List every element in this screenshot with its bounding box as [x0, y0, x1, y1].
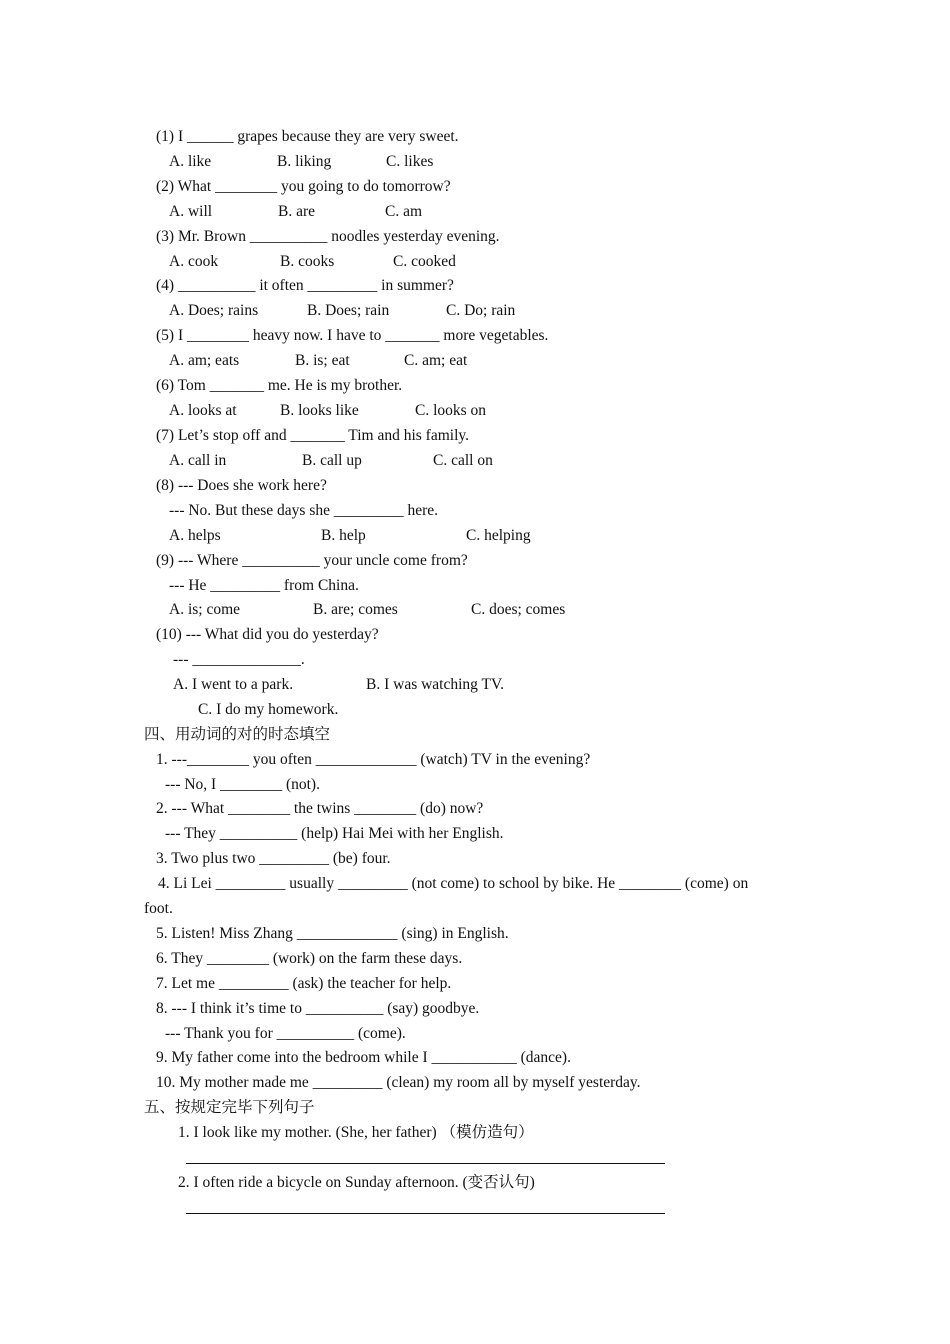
fill-line: 3. Two plus two _________ (be) four. [156, 850, 391, 867]
question-stem: (9) --- Where __________ your uncle come from? [156, 552, 468, 569]
option-a: A. looks at [169, 402, 237, 419]
option-a: A. Does; rains [169, 302, 259, 319]
question-stem: (6) Tom _______ me. He is my brother. [156, 377, 403, 394]
fill-line: 7. Let me _________ (ask) the teacher for help. [156, 975, 452, 992]
section-heading: 五、按规定完毕下列句子 [144, 1099, 315, 1116]
option-c: C. cooked [393, 253, 456, 270]
question-stem: (2) What ________ you going to do tomorrow? [156, 178, 451, 195]
option-a: A. am; eats [169, 352, 240, 369]
option-b: B. looks like [280, 402, 359, 419]
option-b: B. I was watching TV. [366, 676, 505, 693]
question-stem: (1) I ______ grapes because they are very sweet. [156, 128, 459, 145]
fill-line: --- Thank you for __________ (come). [165, 1025, 406, 1042]
fill-line: --- They __________ (help) Hai Mei with her English. [165, 825, 504, 842]
option-b: B. are; comes [313, 601, 398, 618]
option-b: B. help [321, 527, 366, 544]
question-stem-answer: --- No. But these days she _________ here. [169, 502, 439, 519]
fill-line: 6. They ________ (work) on the farm these days. [156, 950, 463, 967]
option-a: A. cook [169, 253, 219, 270]
fill-line: --- No, I ________ (not). [165, 776, 320, 793]
option-a: A. is; come [169, 601, 241, 618]
option-c: C. Do; rain [446, 302, 516, 319]
rewrite-item: 1. I look like my mother. (She, her father) （模仿造句） [178, 1124, 534, 1141]
option-a: A. I went to a park. [173, 676, 294, 693]
question-stem-answer: --- He _________ from China. [169, 577, 359, 594]
fill-line: 8. --- I think it’s time to __________ (say) goodbye. [156, 1000, 480, 1017]
question-stem: (8) --- Does she work here? [156, 477, 327, 494]
option-c: C. am [385, 203, 423, 220]
option-c: C. looks on [415, 402, 487, 419]
answer-line[interactable] [186, 1163, 665, 1164]
option-a: A. helps [169, 527, 221, 544]
option-b: B. Does; rain [307, 302, 390, 319]
option-c: C. I do my homework. [198, 701, 339, 718]
fill-line: 10. My mother made me _________ (clean) my room all by myself yesterday. [156, 1074, 641, 1091]
section-heading: 四、用动词的对的时态填空 [144, 726, 331, 743]
option-c: C. likes [386, 153, 434, 170]
option-c: C. helping [466, 527, 531, 544]
question-stem: (3) Mr. Brown __________ noodles yesterday evening. [156, 228, 500, 245]
fill-line: 1. ---________ you often _____________ (watch) TV in the evening? [156, 751, 591, 768]
option-a: A. will [169, 203, 213, 220]
fill-line: 4. Li Lei _________ usually _________ (not come) to school by bike. He ________ (come) on [158, 875, 749, 892]
option-b: B. are [278, 203, 316, 220]
option-c: C. am; eat [404, 352, 468, 369]
option-c: C. does; comes [471, 601, 566, 618]
answer-line[interactable] [186, 1213, 665, 1214]
question-stem: (10) --- What did you do yesterday? [156, 626, 379, 643]
fill-line: 9. My father come into the bedroom while I ___________ (dance). [156, 1049, 571, 1066]
option-b: B. cooks [280, 253, 335, 270]
question-stem: (5) I ________ heavy now. I have to _______ more vegetables. [156, 327, 549, 344]
rewrite-item: 2. I often ride a bicycle on Sunday afternoon. (变否认句) [178, 1174, 535, 1191]
fill-line: 5. Listen! Miss Zhang _____________ (sing) in English. [156, 925, 509, 942]
question-stem: (4) __________ it often _________ in summer? [156, 277, 454, 294]
option-b: B. is; eat [295, 352, 350, 369]
option-a: A. like [169, 153, 212, 170]
option-c: C. call on [433, 452, 493, 469]
option-a: A. call in [169, 452, 227, 469]
fill-line: foot. [144, 900, 173, 917]
option-b: B. call up [302, 452, 362, 469]
option-b: B. liking [277, 153, 332, 170]
fill-line: 2. --- What ________ the twins ________ (do) now? [156, 800, 484, 817]
question-stem-answer: --- ______________. [173, 651, 305, 668]
question-stem: (7) Let’s stop off and _______ Tim and his family. [156, 427, 470, 444]
